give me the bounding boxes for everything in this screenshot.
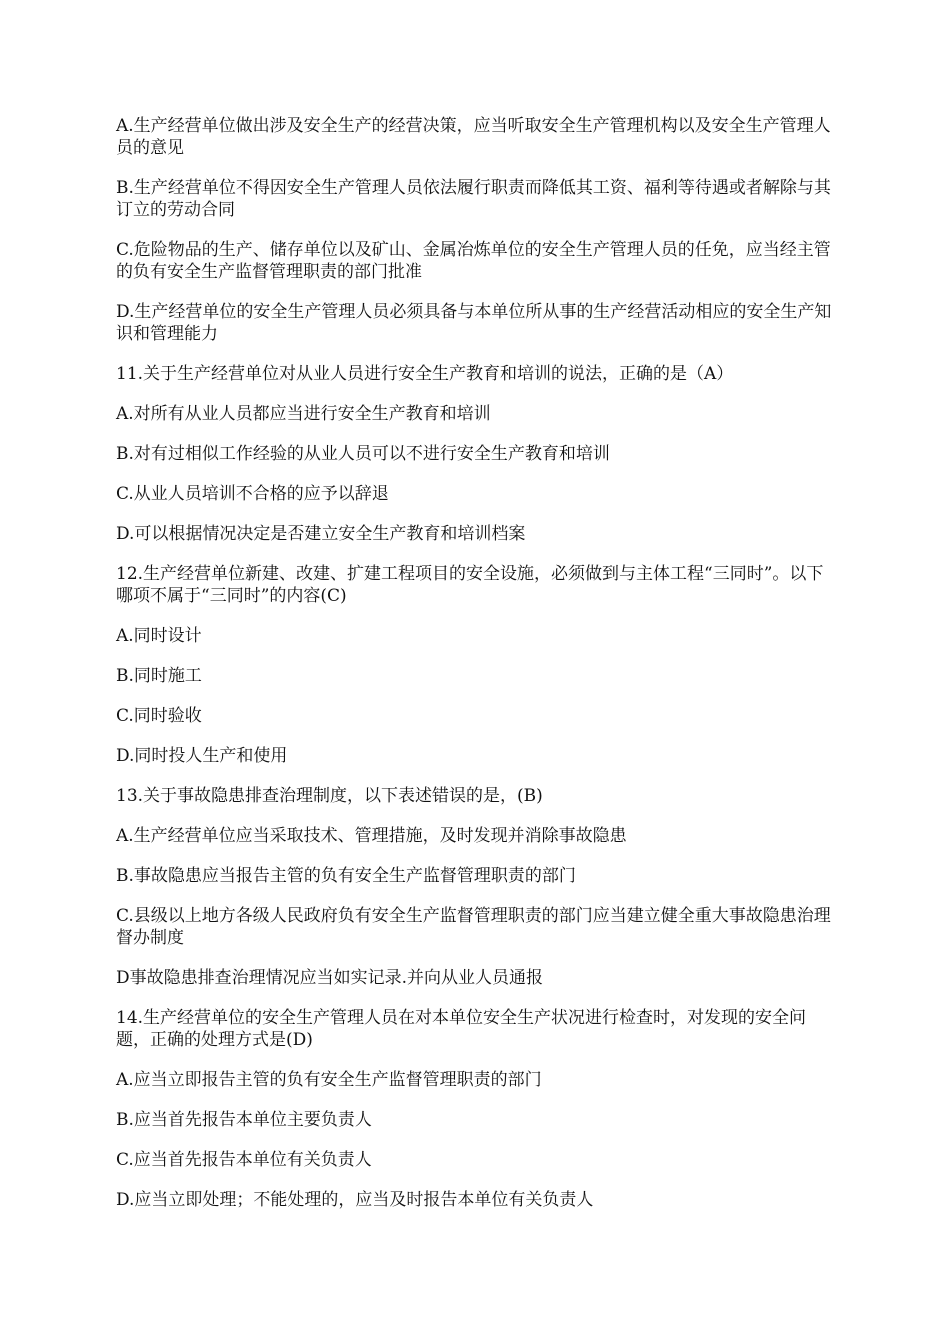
option-11c: C.从业人员培训不合格的应予以辞退 — [116, 484, 389, 504]
option-14b: B.应当首先报告本单位主要负责人 — [116, 1110, 372, 1130]
question-12: 12.生产经营单位新建、改建、扩建工程项目的安全设施，必须做到与主体工程“三同时”。以下哪项不属于“三同时”的内容(C) — [116, 564, 824, 606]
option-11a: A.对所有从业人员都应当进行安全生产教育和培训 — [116, 404, 491, 424]
question-14: 14.生产经营单位的安全生产管理人员在对本单位安全生产状况进行检查时，对发现的安全问题，正确的处理方式是(D) — [116, 1008, 807, 1050]
option-11b: B.对有过相似工作经验的从业人员可以不进行安全生产教育和培训 — [116, 444, 610, 464]
option-13d: D事故隐患排查治理情况应当如实记录.并向从业人员通报 — [116, 968, 544, 988]
option-10c: C.危险物品的生产、储存单位以及矿山、金属冶炼单位的安全生产管理人员的任免，应当经主管的负有安全生产监督管理职责的部门批准 — [116, 240, 831, 282]
option-12b: B.同时施工 — [116, 666, 202, 686]
option-13c: C.县级以上地方各级人民政府负有安全生产监督管理职责的部门应当建立健全重大事故隐患治理督办制度 — [116, 906, 831, 948]
option-10b: B.生产经营单位不得因安全生产管理人员依法履行职责而降低其工资、福利等待遇或者解除与其订立的劳动合同 — [116, 178, 831, 220]
document-page — [116, 115, 832, 1229]
option-10a: A.生产经营单位做出涉及安全生产的经营决策，应当听取安全生产管理机构以及安全生产管理人员的意见 — [116, 116, 831, 158]
option-14d: D.应当立即处理；不能处理的，应当及时报告本单位有关负责人 — [116, 1190, 594, 1210]
option-14c: C.应当首先报告本单位有关负责人 — [116, 1150, 372, 1170]
option-14a: A.应当立即报告主管的负有安全生产监督管理职责的部门 — [116, 1070, 542, 1090]
option-12c: C.同时验收 — [116, 706, 202, 726]
question-11: 11.关于生产经营单位对从业人员进行安全生产教育和培训的说法，正确的是（A） — [116, 364, 734, 384]
option-10d: D.生产经营单位的安全生产管理人员必须具备与本单位所从事的生产经营活动相应的安全生产知识和管理能力 — [116, 302, 832, 344]
option-13a: A.生产经营单位应当采取技术、管理措施，及时发现并消除事故隐患 — [116, 826, 627, 846]
question-13: 13.关于事故隐患排查治理制度，以下表述错误的是，(B) — [116, 786, 543, 806]
option-13b: B.事故隐患应当报告主管的负有安全生产监督管理职责的部门 — [116, 866, 576, 886]
option-11d: D.可以根据情况决定是否建立安全生产教育和培训档案 — [116, 524, 526, 544]
option-12d: D.同时投人生产和使用 — [116, 746, 288, 766]
option-12a: A.同时设计 — [116, 626, 202, 646]
